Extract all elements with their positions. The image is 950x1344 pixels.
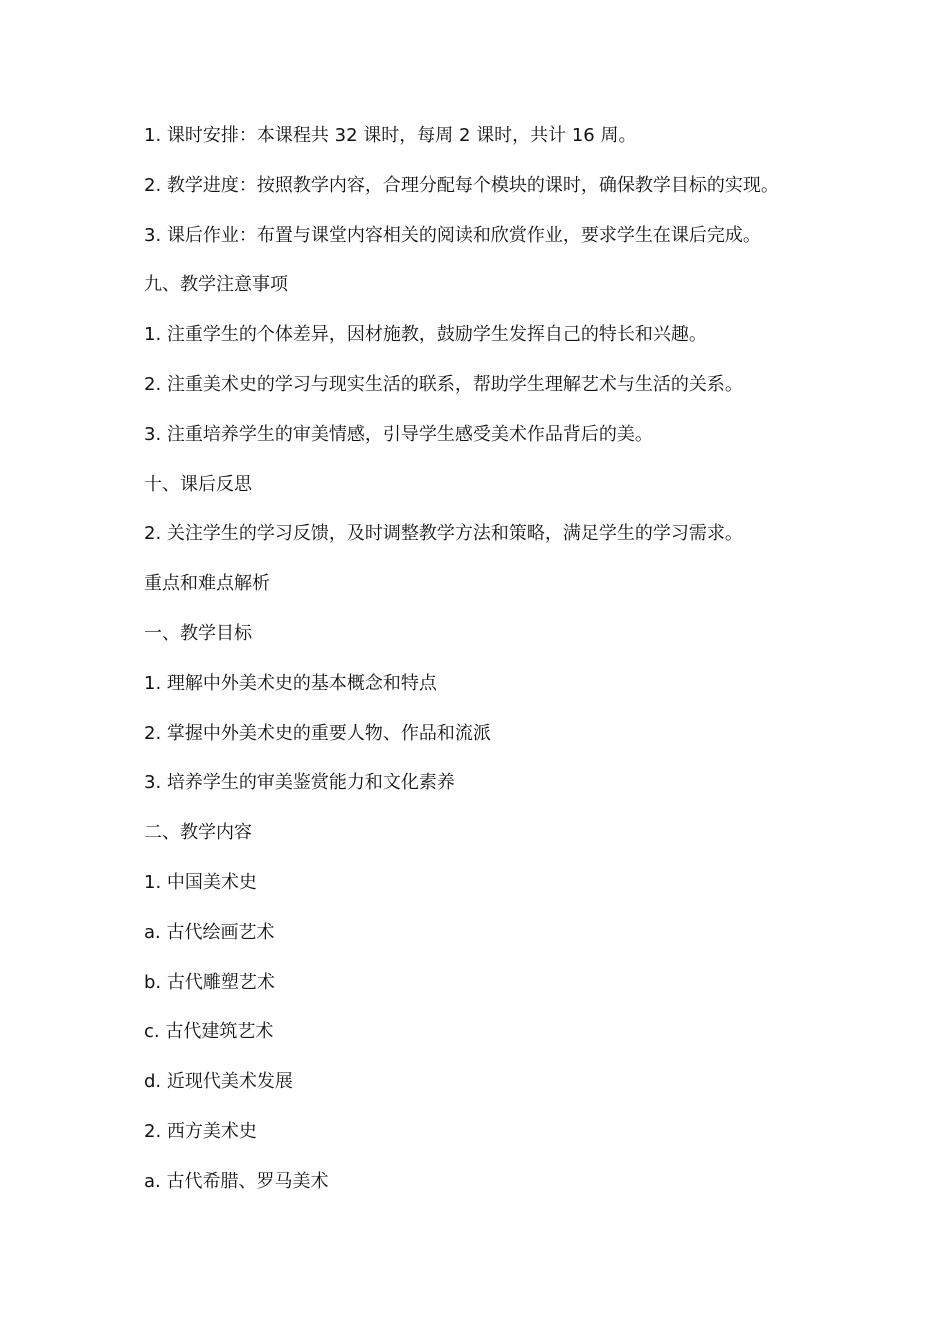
note-item-real-life-connection: 2. 注重美术史的学习与现实生活的联系，帮助学生理解艺术与生活的关系。 [144,373,743,395]
heading-key-difficult-points: 重点和难点解析 [144,573,270,595]
content-subitem-ancient-architecture: c. 古代建筑艺术 [144,1021,274,1043]
goal-item-important-figures: 2. 掌握中外美术史的重要人物、作品和流派 [144,722,491,744]
note-item-individual-differences: 1. 注重学生的个体差异，因材施教，鼓励学生发挥自己的特长和兴趣。 [144,324,707,346]
content-subitem-ancient-painting: a. 古代绘画艺术 [144,921,275,943]
content-subitem-modern-art: d. 近现代美术发展 [144,1071,293,1093]
schedule-item-class-hours: 1. 课时安排：本课程共 32 课时，每周 2 课时，共计 16 周。 [144,125,637,146]
section-heading-teaching-content: 二、教学内容 [144,822,252,844]
note-item-aesthetic-emotion: 3. 注重培养学生的审美情感，引导学生感受美术作品背后的美。 [144,423,653,445]
content-item-western-art-history: 2. 西方美术史 [144,1120,257,1142]
content-subitem-greek-roman-art: a. 古代希腊、罗马美术 [144,1170,329,1192]
schedule-item-homework: 3. 课后作业：布置与课堂内容相关的阅读和欣赏作业，要求学生在课后完成。 [144,224,761,246]
section-heading-teaching-notes: 九、教学注意事项 [144,274,288,296]
goal-item-aesthetic-ability: 3. 培养学生的审美鉴赏能力和文化素养 [144,772,455,794]
goal-item-basic-concepts: 1. 理解中外美术史的基本概念和特点 [144,672,437,694]
content-subitem-ancient-sculpture: b. 古代雕塑艺术 [144,971,275,993]
document-body [144,121,844,1217]
reflection-item-feedback: 2. 关注学生的学习反馈，及时调整教学方法和策略，满足学生的学习需求。 [144,523,743,545]
schedule-item-teaching-progress: 2. 教学进度：按照教学内容，合理分配每个模块的课时，确保教学目标的实现。 [144,174,779,196]
section-heading-reflection: 十、课后反思 [144,473,252,495]
section-heading-teaching-goals: 一、教学目标 [144,622,252,644]
content-item-chinese-art-history: 1. 中国美术史 [144,871,257,893]
